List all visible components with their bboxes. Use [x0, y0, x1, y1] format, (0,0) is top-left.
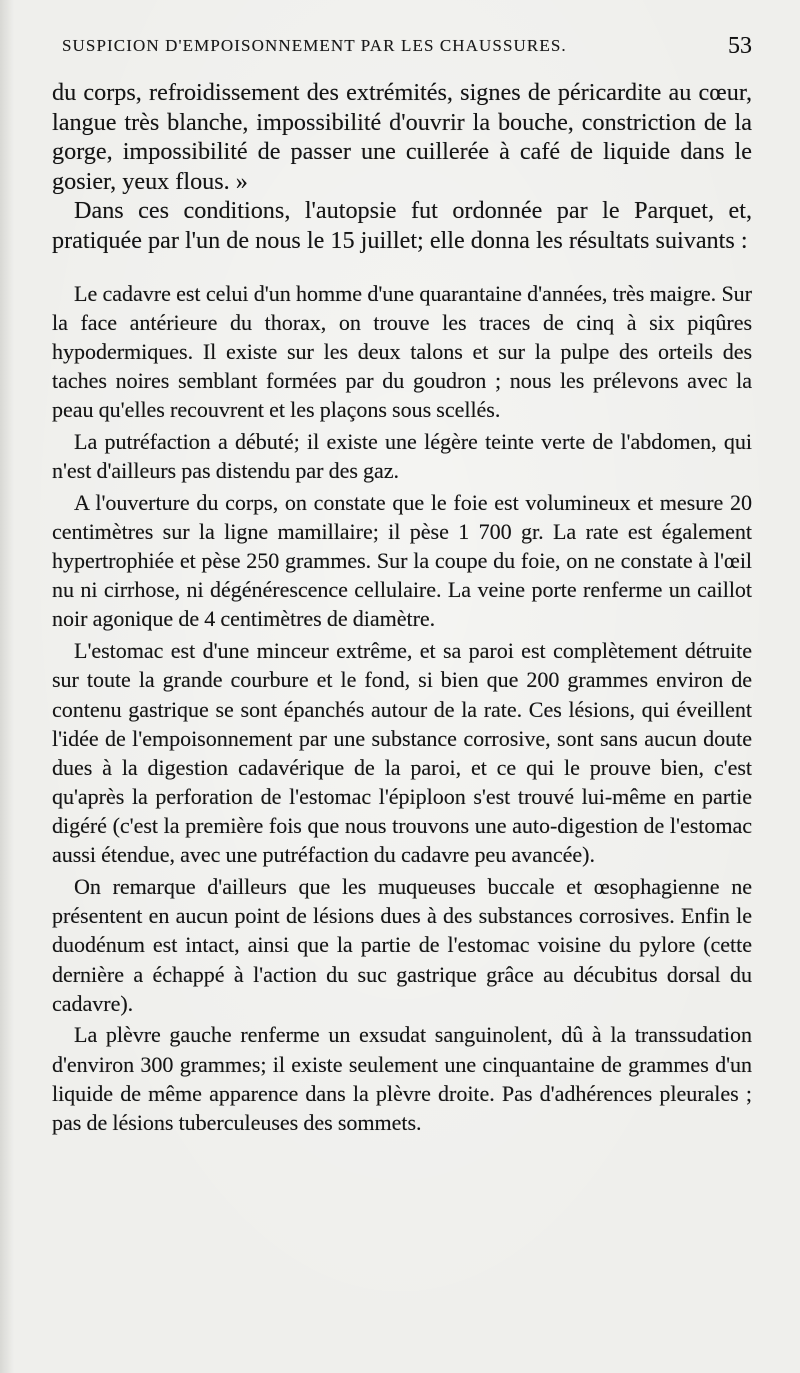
lead-paragraph-1: du corps, refroidissement des extrémités, signes de péricardite au cœur, langue très blanche, impossibilité d'ouvrir la bouche, constriction de la gorge, impossibilité de passer une cuillerée à café de liquide dans le gosier, yeux flous. »: [52, 79, 752, 195]
page-edge-shadow: [0, 0, 14, 1373]
page-number: 53: [728, 33, 752, 59]
running-title: SUSPICION D'EMPOISONNEMENT PAR LES CHAUSSURES.: [62, 36, 567, 55]
lead-paragraph-2: Dans ces conditions, l'autopsie fut ordonnée par le Parquet, et, pratiquée par l'un de nous le 15 juillet; elle donna les résultats suivants :: [52, 197, 752, 254]
lead-text: [52, 78, 752, 256]
autopsy-report: [52, 279, 752, 1138]
report-paragraph-5: On remarque d'ailleurs que les muqueuses buccale et œsophagienne ne présentent en aucun point de lésions dues à des substances corrosives. Enfin le duodénum est intact, ainsi que la partie de l'estomac voisine du pylore (cette dernière a échappé à l'action du suc gastrique grâce au décubitus dorsal du cadavre).: [52, 874, 752, 1016]
report-paragraph-3: A l'ouverture du corps, on constate que le foie est volumineux et mesure 20 centimètres sur la ligne mamillaire; il pèse 1 700 gr. La rate est également hypertrophiée et pèse 250 grammes. Sur la coupe du foie, on ne constate à l'œil nu ni cirrhose, ni dégénérescence cellulaire. La veine porte renferme un caillot noir agonique de 4 centimètres de diamètre.: [52, 489, 752, 632]
report-paragraph-1: Le cadavre est celui d'un homme d'une quarantaine d'années, très maigre. Sur la face antérieure du thorax, on trouve les traces de cinq à six piqûres hypodermiques. Il existe sur les deux talons et sur la pulpe des orteils des taches noires semblant formées par du goudron ; nous les prélevons avec la peau qu'elles recouvrent et les plaçons sous scellés.: [52, 280, 752, 423]
page-body: [52, 78, 752, 1137]
report-paragraph-4: L'estomac est d'une minceur extrême, et sa paroi est complètement détruite sur toute la grande courbure et le fond, si bien que 200 grammes environ de contenu gastrique se sont épanchés autour de la rate. Ces lésions, qui éveillent l'idée de l'empoisonnement par une substance corrosive, sont sans aucun doute dues à la digestion cadavérique de la paroi, et ce qui le prouve bien, c'est qu'après la perforation de l'estomac l'épiploon s'est trouvé lui-même en partie digéré (c'est la première fois que nous trouvons une auto-digestion de l'estomac aussi étendue, avec une putréfaction du cadavre peu avancée).: [52, 638, 752, 868]
report-paragraph-6: La plèvre gauche renferme un exsudat sanguinolent, dû à la transsudation d'environ 300 grammes; il existe seulement une cinquantaine de grammes d'un liquide de même apparence dans la plèvre droite. Pas d'adhérences pleurales ; pas de lésions tuberculeuses des sommets.: [52, 1022, 752, 1135]
report-paragraph-2: La putréfaction a débuté; il existe une légère teinte verte de l'abdomen, qui n'est d'ailleurs pas distendu par des gaz.: [52, 428, 752, 484]
page-header: [62, 33, 752, 66]
